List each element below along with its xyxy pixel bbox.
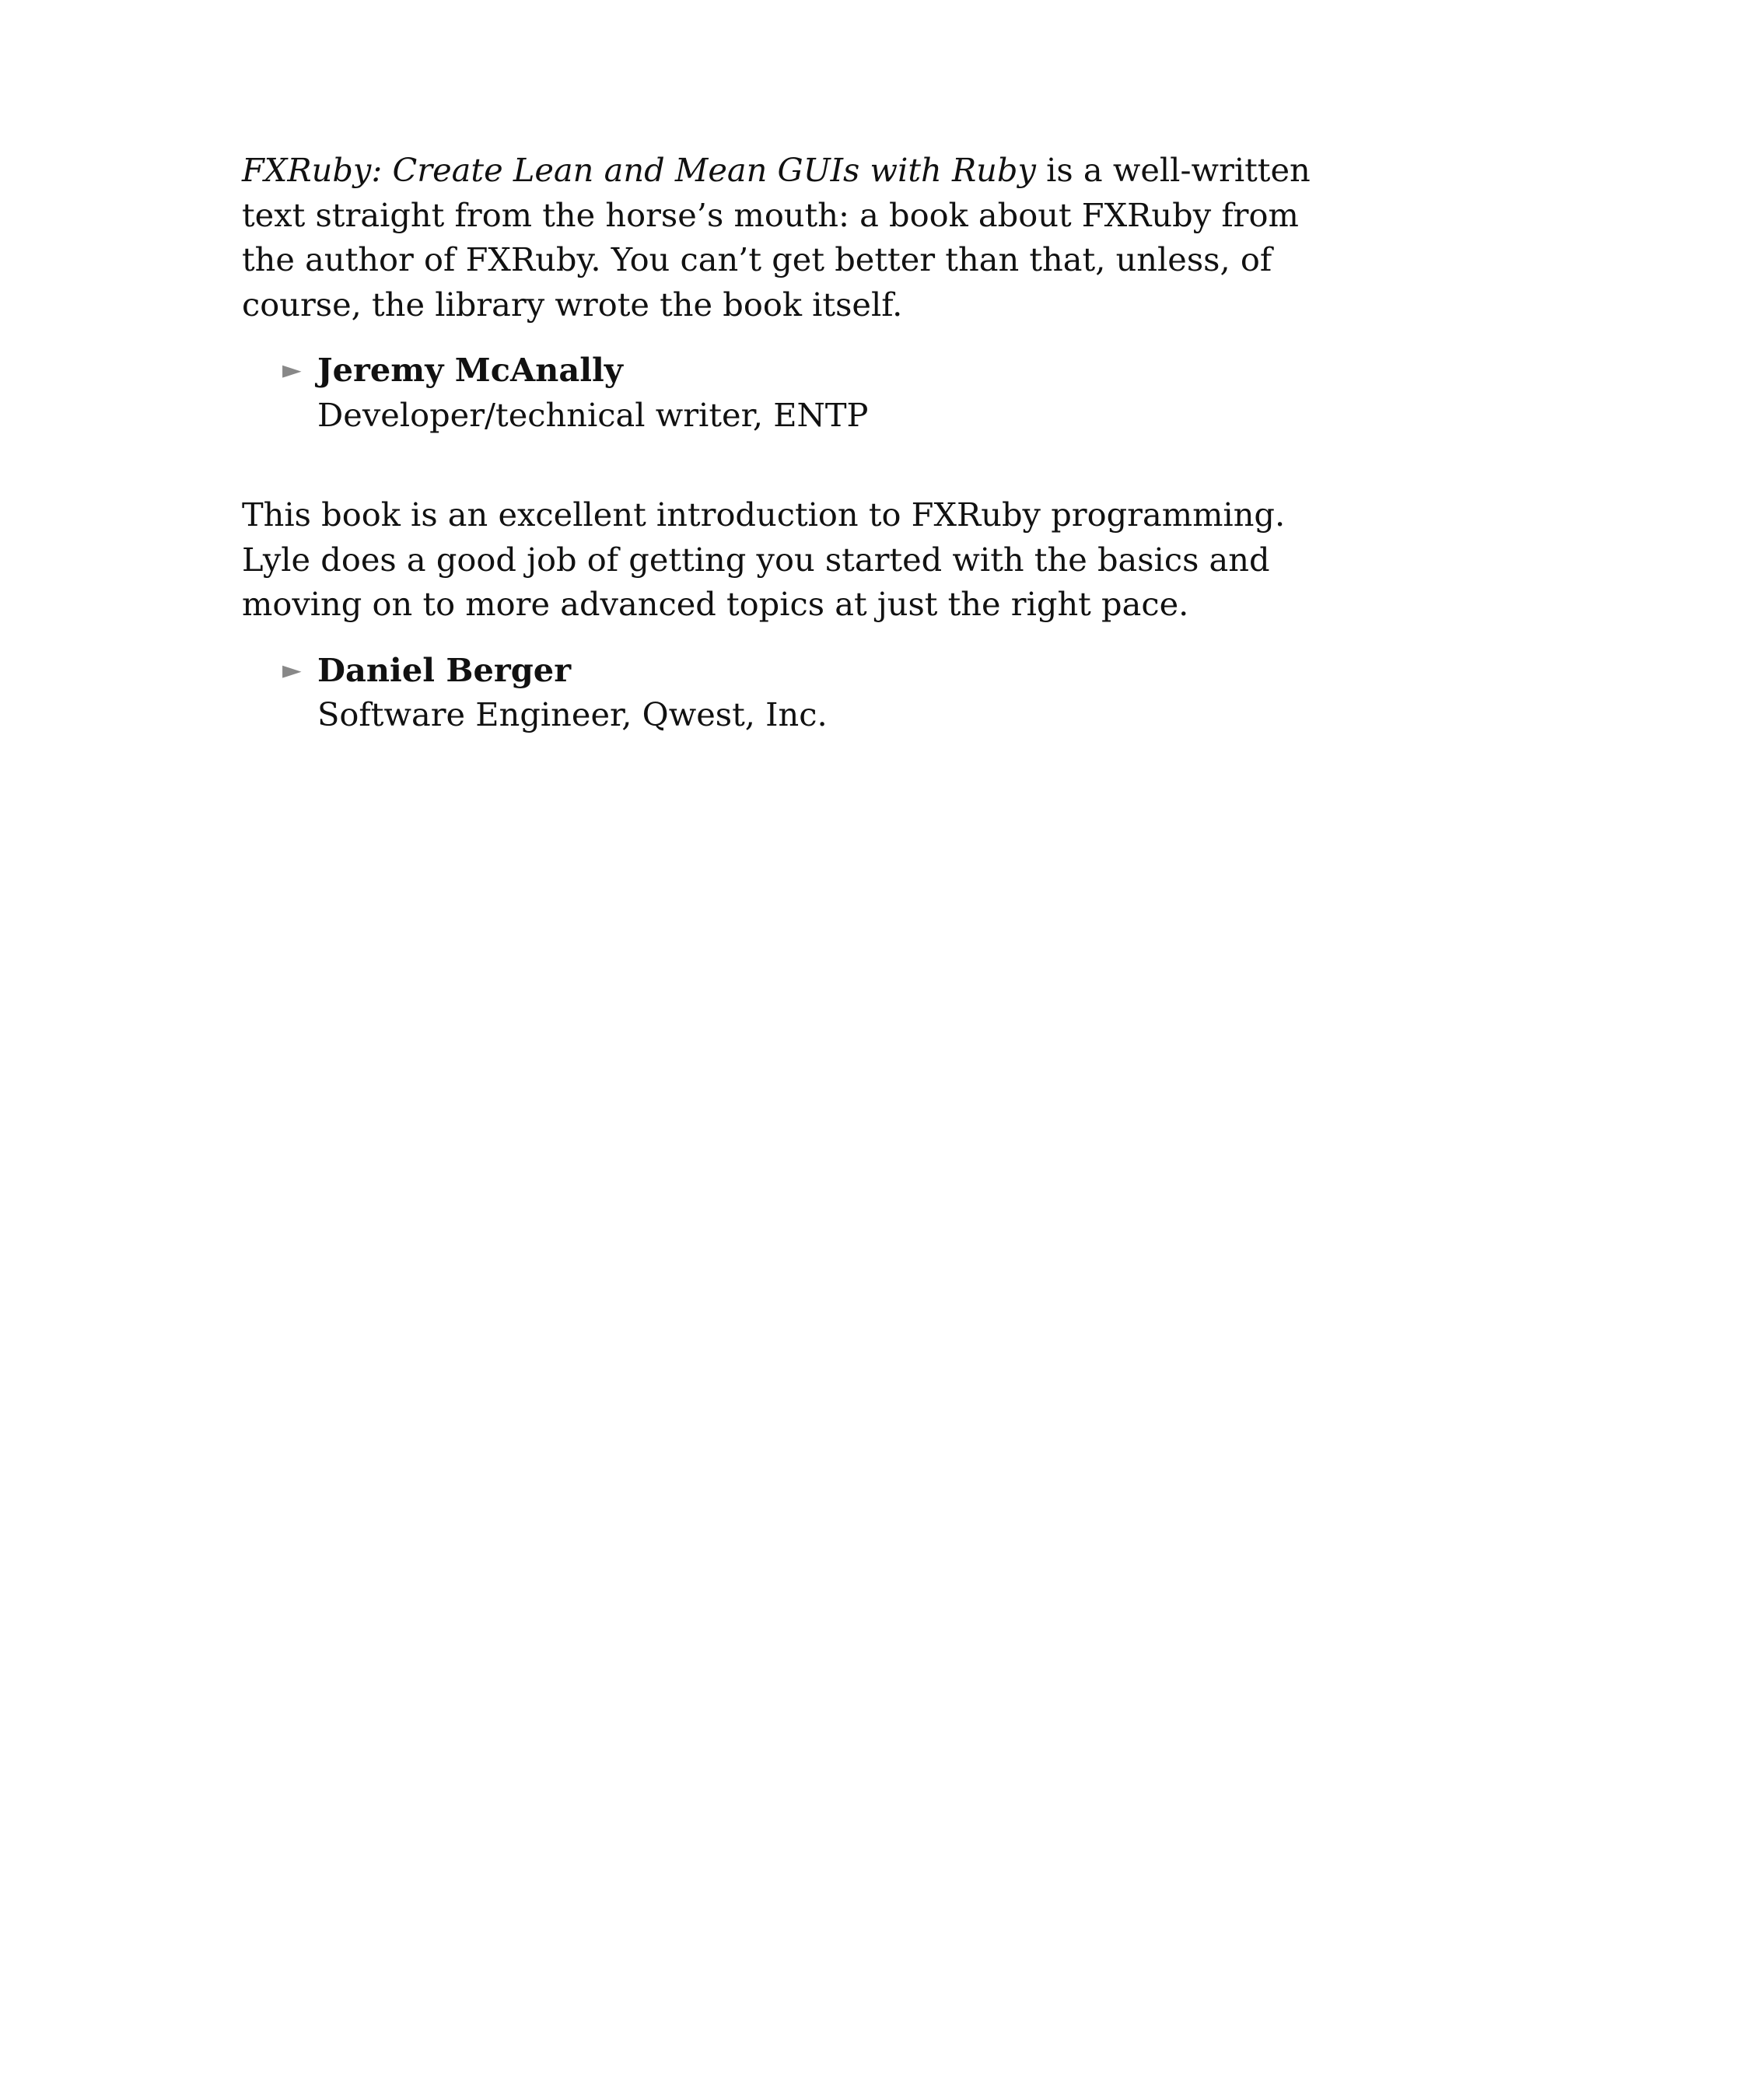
triangle-right-icon: ► [282, 654, 302, 684]
attribution [242, 648, 1354, 737]
endorsements-page [242, 148, 1354, 737]
endorsement-quote [242, 148, 1354, 327]
endorser-role: Software Engineer, Qwest, Inc. [317, 695, 828, 733]
book-title: FXRuby: Create Lean and Mean GUIs with Ruby [242, 151, 1036, 189]
endorsement-2 [242, 492, 1354, 737]
quote-text: This book is an excellent introduction to FXRuby programming. Lyle does a good job of getting you started with the basics and moving on to more advanced topics at just the right pace. [242, 495, 1286, 623]
quote-text: is a well-written text straight from the horse’s mouth: a book about FXRuby from the author of FXRuby. You can’t get better than that, unless, of course, the library wrote the book itself. [242, 151, 1311, 324]
endorsement-quote [242, 492, 1354, 627]
endorser-name: Daniel Berger [317, 650, 572, 689]
triangle-right-icon: ► [282, 355, 302, 384]
endorser-role: Developer/technical writer, ENTP [317, 395, 869, 434]
endorsement-1 [242, 148, 1354, 437]
endorser-name: Jeremy McAnally [317, 351, 623, 389]
attribution [242, 348, 1354, 437]
